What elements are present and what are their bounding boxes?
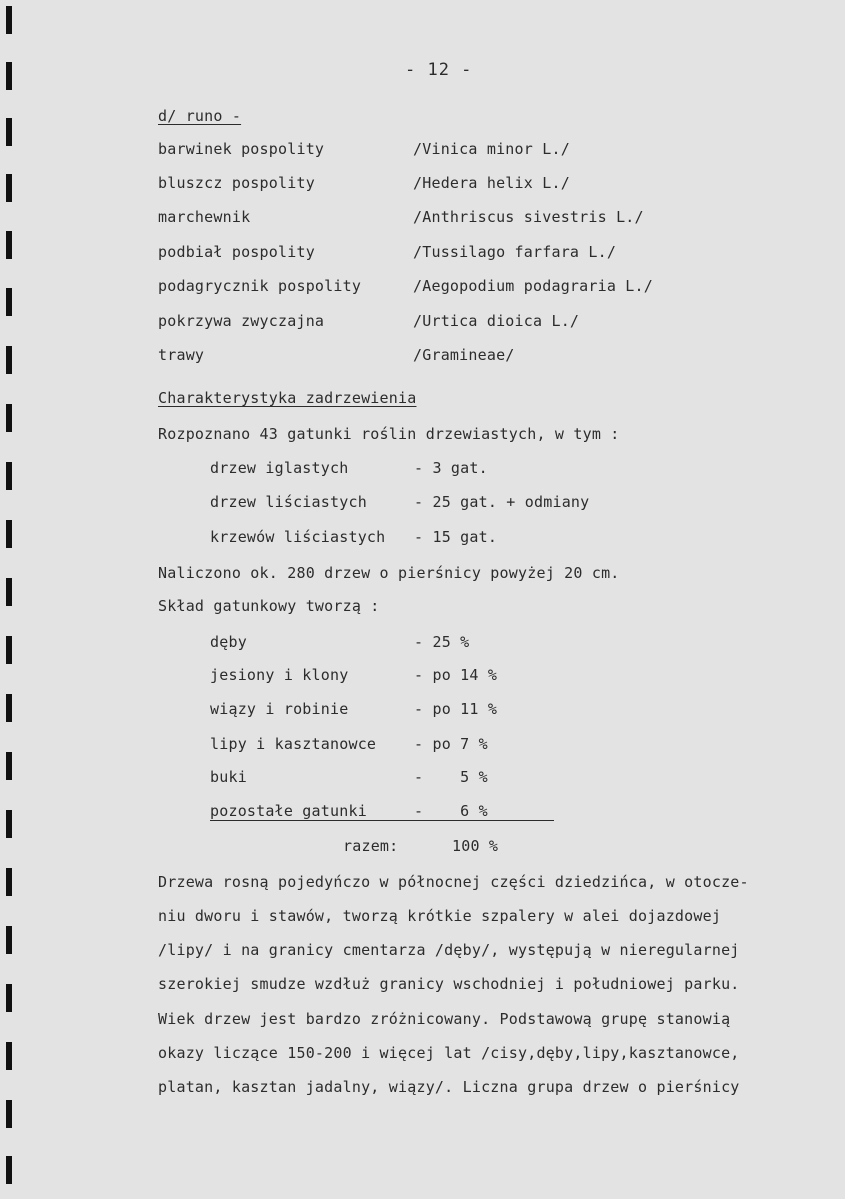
plant-polish-name: pokrzywa zwyczajna (158, 312, 325, 330)
composition-name: jesiony i klony (210, 666, 349, 684)
group-value: - 15 gat. (414, 528, 498, 546)
binding-mark (6, 984, 12, 1012)
composition-name: dęby (210, 633, 247, 651)
binding-mark (6, 174, 12, 202)
plant-latin-name: /Urtica dioica L./ (413, 312, 580, 330)
binding-mark (6, 868, 12, 896)
composition-value: - po 11 % (414, 700, 498, 718)
composition-name: pozostałe gatunki (210, 802, 367, 820)
plant-polish-name: marchewnik (158, 208, 251, 226)
group-value: - 25 gat. + odmiany (414, 493, 590, 511)
binding-mark (6, 1042, 12, 1070)
composition-value: - 25 % (414, 633, 470, 651)
plant-latin-name: /Vinica minor L./ (413, 140, 570, 158)
group-name: drzew iglastych (210, 459, 349, 477)
paragraph-line: niu dworu i stawów, tworzą krótkie szpalery w alei dojazdowej (158, 907, 722, 925)
binding-mark (6, 462, 12, 490)
plant-latin-name: /Hedera helix L./ (413, 174, 570, 192)
composition-name: wiązy i robinie (210, 700, 349, 718)
group-value: - 3 gat. (414, 459, 488, 477)
binding-mark (6, 231, 12, 259)
paragraph-line: platan, kasztan jadalny, wiązy/. Liczna grupa drzew o pierśnicy (158, 1078, 740, 1096)
binding-mark (6, 346, 12, 374)
plant-polish-name: podagrycznik pospolity (158, 277, 362, 295)
binding-mark (6, 636, 12, 664)
plant-latin-name: /Anthriscus sivestris L./ (413, 208, 644, 226)
binding-mark (6, 1156, 12, 1184)
plant-polish-name: bluszcz pospolity (158, 174, 315, 192)
composition-value: - po 7 % (414, 735, 488, 753)
page-number: - 12 - (405, 60, 473, 80)
paragraph-line: Wiek drzew jest bardzo zróżnicowany. Podstawową grupę stanowią (158, 1010, 731, 1028)
binding-mark (6, 926, 12, 954)
plant-latin-name: /Aegopodium podagraria L./ (413, 277, 653, 295)
composition-heading: Skład gatunkowy tworzą : (158, 597, 380, 615)
total-label: razem: (343, 837, 399, 855)
binding-mark (6, 6, 12, 34)
binding-mark (6, 1100, 12, 1128)
plant-latin-name: /Gramineae/ (413, 346, 515, 364)
binding-mark (6, 404, 12, 432)
binding-mark (6, 694, 12, 722)
binding-mark (6, 118, 12, 146)
plant-polish-name: trawy (158, 346, 205, 364)
binding-mark (6, 752, 12, 780)
section-heading: d/ runo - (158, 107, 242, 125)
recognized-species-line: Rozpoznano 43 gatunki roślin drzewiastych, w tym : (158, 425, 620, 443)
plant-polish-name: podbiał pospolity (158, 243, 315, 261)
binding-mark (6, 578, 12, 606)
composition-name: lipy i kasztanowce (210, 735, 377, 753)
counted-trees-line: Naliczono ok. 280 drzew o pierśnicy powyżej 20 cm. (158, 564, 620, 582)
plant-polish-name: barwinek pospolity (158, 140, 325, 158)
sum-rule (210, 820, 554, 821)
composition-value: - 5 % (414, 768, 488, 786)
characteristics-heading: Charakterystyka zadrzewienia (158, 389, 417, 407)
composition-name: buki (210, 768, 247, 786)
paragraph-line: szerokiej smudze wzdłuż granicy wschodniej i południowej parku. (158, 975, 740, 993)
composition-value: - 6 % (414, 802, 488, 820)
binding-mark (6, 62, 12, 90)
total-value: 100 % (452, 837, 499, 855)
paragraph-line: /lipy/ i na granicy cmentarza /dęby/, występują w nieregularnej (158, 941, 740, 959)
paragraph-line: Drzewa rosną pojedyńczo w północnej części dziedzińca, w otocze- (158, 873, 749, 891)
binding-mark (6, 810, 12, 838)
binding-mark (6, 520, 12, 548)
composition-value: - po 14 % (414, 666, 498, 684)
group-name: krzewów liściastych (210, 528, 386, 546)
group-name: drzew liściastych (210, 493, 367, 511)
binding-mark (6, 288, 12, 316)
plant-latin-name: /Tussilago farfara L./ (413, 243, 617, 261)
paragraph-line: okazy liczące 150-200 i więcej lat /cisy,dęby,lipy,kasztanowce, (158, 1044, 740, 1062)
